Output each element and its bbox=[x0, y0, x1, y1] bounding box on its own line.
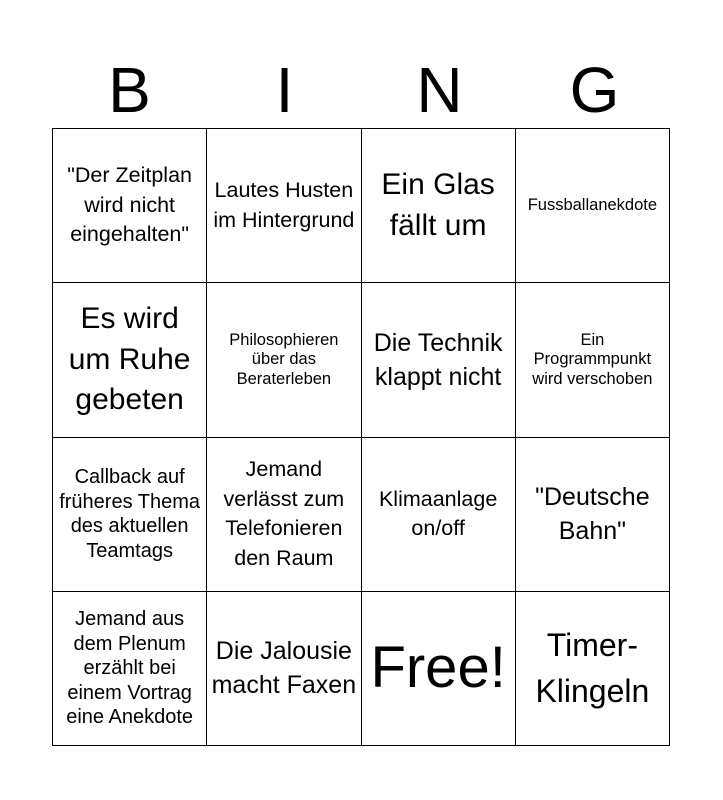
bingo-cell[interactable]: Es wird um Ruhe gebeten bbox=[53, 283, 207, 437]
title-letter-n: N bbox=[416, 54, 463, 126]
bingo-cell[interactable]: Ein Programmpunkt wird verschoben bbox=[515, 283, 669, 437]
board-row bbox=[53, 591, 670, 745]
bingo-cell[interactable]: Jemand aus dem Plenum erzählt bei einem Vortrag eine Anekdote bbox=[53, 591, 207, 745]
bingo-cell[interactable]: Die Jalousie macht Faxen bbox=[207, 591, 361, 745]
bingo-cell[interactable]: Ein Glas fällt um bbox=[361, 129, 515, 283]
bingo-board bbox=[52, 128, 670, 746]
bingo-cell[interactable]: "Deutsche Bahn" bbox=[515, 437, 669, 591]
board-row bbox=[53, 283, 670, 437]
bingo-cell[interactable]: Jemand verlässt zum Telefonieren den Raum bbox=[207, 437, 361, 591]
title-letter-g: G bbox=[569, 54, 620, 126]
bingo-title bbox=[52, 52, 672, 128]
board-row bbox=[53, 129, 670, 283]
bingo-cell[interactable]: Die Technik klappt nicht bbox=[361, 283, 515, 437]
title-letter-b: B bbox=[108, 54, 151, 126]
bingo-cell[interactable]: Callback auf früheres Thema des aktuellen Teamtags bbox=[53, 437, 207, 591]
title-letter-i: I bbox=[275, 54, 294, 126]
bingo-cell[interactable]: Klimaanlage on/off bbox=[361, 437, 515, 591]
bingo-cell[interactable]: Philosophieren über das Beraterleben bbox=[207, 283, 361, 437]
board-row bbox=[53, 437, 670, 591]
bingo-cell[interactable]: Timer-Klingeln bbox=[515, 591, 669, 745]
bingo-cell[interactable]: Fussballanekdote bbox=[515, 129, 669, 283]
free-space-cell[interactable]: Free! bbox=[361, 591, 515, 745]
bingo-cell[interactable]: "Der Zeitplan wird nicht eingehalten" bbox=[53, 129, 207, 283]
bingo-cell[interactable]: Lautes Husten im Hintergrund bbox=[207, 129, 361, 283]
